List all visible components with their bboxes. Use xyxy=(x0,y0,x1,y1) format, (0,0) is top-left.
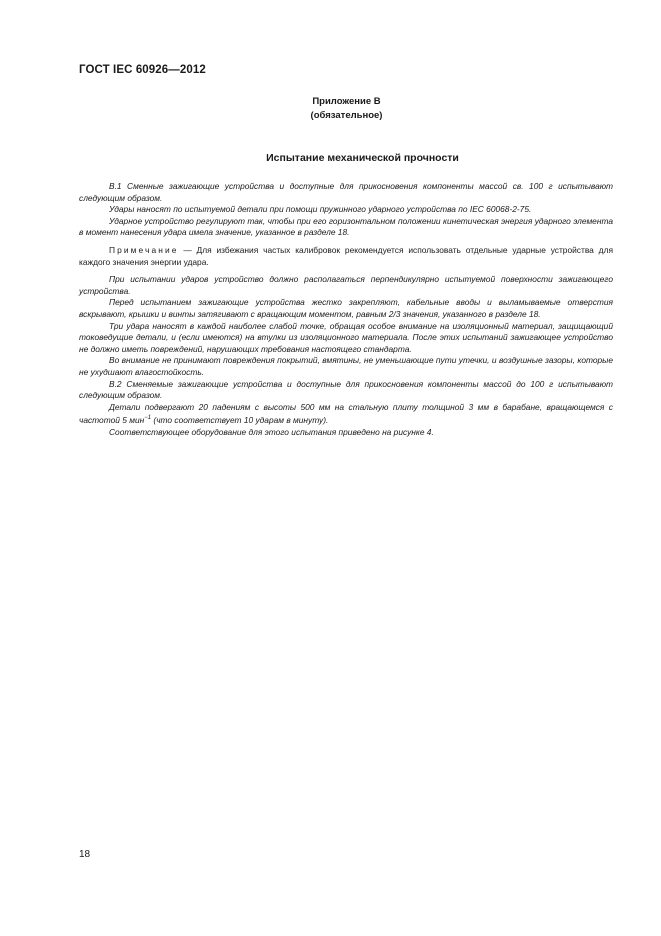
page-number: 18 xyxy=(79,849,91,860)
paragraph-7 xyxy=(79,402,613,427)
standard-header: ГОСТ IEC 60926—2012 xyxy=(79,64,206,76)
paragraph-7-text-a: Детали подвергают 20 падениям с высоты 500 мм на стальную плиту толщиной 3 мм в барабане, вращающемся с частотой 5 мин xyxy=(79,401,613,426)
paragraph-6: Во внимание не принимают повреждения покрытий, вмятины, не уменьшающие пути утечки, и воздушные зазоры, которые не ухудшают влагостойкость. xyxy=(79,355,613,377)
paragraph-1: Удары наносят по испытуемой детали при помощи пружинного ударного устройства по IEC 60068-2-75. xyxy=(109,204,532,215)
paragraph-5: Три удара наносят в каждой наиболее слабой точке, обращая особое внимание на изоляционный материал, защищающий токоведущие детали, и (если имеются) на втулки из изоляционного материала. После этих испытаний зажигающее устройство не должно иметь повреждений, нарушающих требования настоящего стандарта. xyxy=(79,320,613,354)
appendix-label: Приложение В xyxy=(312,96,381,107)
paragraph-2: Ударное устройство регулируют так, чтобы при его горизонтальном положении кинетическая энергия ударного элемента в момент нанесения удара имела значение, указанное в разделе 18. xyxy=(79,215,613,238)
paragraph-8: Соответствующее оборудование для этого испытания приведено на рисунке 4. xyxy=(109,426,434,437)
note-label: Примечание xyxy=(109,244,179,255)
paragraph-4: Перед испытанием зажигающие устройства жестко закрепляют, кабельные вводы и выламываемые отверстия вскрывают, крышки и винты затягивают с вращающим моментом, равным 2/3 значения, указанного в разделе 18. xyxy=(79,297,613,319)
document-body xyxy=(79,181,613,438)
appendix-status: (обязательное) xyxy=(310,109,383,121)
note-text: — Для избежания частых калибровок рекомендуется использовать отдельные ударные устройства для каждого значения энергии удара. xyxy=(79,244,613,267)
note-paragraph xyxy=(79,245,613,268)
paragraph-b1: В.1 Сменные зажигающие устройства и доступные для прикосновения компоненты массой св. 100 г испытывают следующим образом. xyxy=(79,181,613,203)
section-title: Испытание механической прочности xyxy=(266,152,459,164)
appendix-heading xyxy=(0,95,661,122)
paragraph-7-text-b: (что соответствует 10 ударам в минуту). xyxy=(151,415,329,426)
paragraph-3: При испытании ударов устройство должно располагаться перпендикулярно испытуемой поверхности зажигающего устройства. xyxy=(79,274,613,296)
paragraph-b2: В.2 Сменяемые зажигающие устройства и доступные для прикосновения компоненты массой до 100 г испытывают следующим образом. xyxy=(79,378,613,401)
paragraph-7-superscript: −1 xyxy=(144,415,152,422)
